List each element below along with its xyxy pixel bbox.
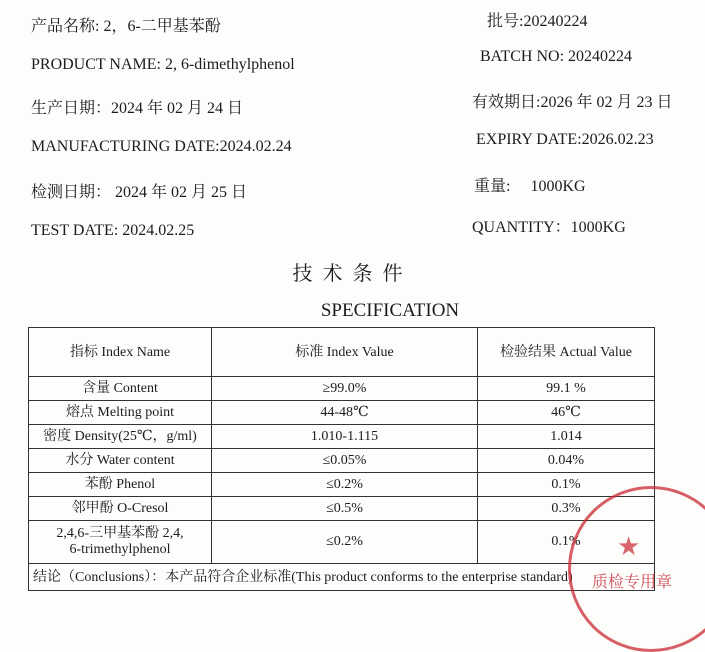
- cell-standard: ≤0.2%: [212, 473, 478, 497]
- header-index-value: 标准 Index Value: [212, 328, 478, 377]
- expiry-date-cn: 有效期日:2026 年 02 月 23 日: [472, 94, 673, 111]
- cell-name: 苯酚 Phenol: [29, 473, 212, 497]
- table-row: [29, 449, 655, 473]
- spec-title-en: SPECIFICATION: [320, 300, 460, 321]
- test-date-cn: 检测日期： 2024 年 02 月 25 日: [31, 184, 248, 201]
- spec-table: [28, 327, 655, 591]
- cell-actual: 0.04%: [478, 449, 655, 473]
- expiry-date-en: EXPIRY DATE:2026.02.23: [476, 131, 654, 148]
- cell-name: 密度 Density(25℃，g/ml): [29, 425, 212, 449]
- cell-actual: 99.1 %: [478, 377, 655, 401]
- table-header-row: [29, 328, 655, 377]
- seal-text: 质检专用章: [592, 574, 673, 591]
- batch-no-en: BATCH NO: 20240224: [480, 48, 633, 65]
- quantity-en: QUANTITY：1000KG: [472, 219, 626, 236]
- table-row: [29, 521, 655, 564]
- seal-star-icon: ★: [617, 532, 641, 561]
- quantity-cn: 重量: 1000KG: [474, 178, 586, 195]
- cell-actual: 0.3%: [478, 497, 655, 521]
- mfg-date-cn: 生产日期：2024 年 02 月 24 日: [31, 100, 244, 117]
- batch-no-cn: 批号:20240224: [487, 13, 588, 30]
- mfg-date-en: MANUFACTURING DATE:2024.02.24: [31, 138, 292, 155]
- table-row: [29, 497, 655, 521]
- cell-actual: 46℃: [478, 401, 655, 425]
- cell-standard: ≤0.05%: [212, 449, 478, 473]
- cell-standard: ≥99.0%: [212, 377, 478, 401]
- cell-standard: 44-48℃: [212, 401, 478, 425]
- cell-actual: 0.1%: [478, 521, 655, 564]
- test-date-en: TEST DATE: 2024.02.25: [31, 222, 195, 239]
- conclusion-row: [29, 564, 655, 591]
- product-name-cn: 产品名称: 2，6-二甲基苯酚: [31, 18, 221, 35]
- cell-name: 含量 Content: [29, 377, 212, 401]
- header-actual-value: 检验结果 Actual Value: [478, 328, 655, 377]
- cell-standard: ≤0.5%: [212, 497, 478, 521]
- cell-name: 熔点 Melting point: [29, 401, 212, 425]
- cell-actual: 1.014: [478, 425, 655, 449]
- cell-actual: 0.1%: [478, 473, 655, 497]
- conclusion-text: 结论（Conclusions）：本产品符合企业标准(This product conforms to the enterprise standard): [29, 564, 655, 591]
- table-row: [29, 425, 655, 449]
- product-name-en: PRODUCT NAME: 2, 6-dimethylphenol: [31, 56, 295, 73]
- cell-name: 邻甲酚 O-Cresol: [29, 497, 212, 521]
- cell-name: 2,4,6-三甲基苯酚 2,4, 6-trimethylphenol: [29, 521, 212, 564]
- table-row: [29, 377, 655, 401]
- table-row: [29, 401, 655, 425]
- table-row: [29, 473, 655, 497]
- spec-title-cn: 技术条件: [292, 263, 413, 285]
- cell-standard: 1.010-1.115: [212, 425, 478, 449]
- cell-name: 水分 Water content: [29, 449, 212, 473]
- cell-standard: ≤0.2%: [212, 521, 478, 564]
- header-index-name: 指标 Index Name: [29, 328, 212, 377]
